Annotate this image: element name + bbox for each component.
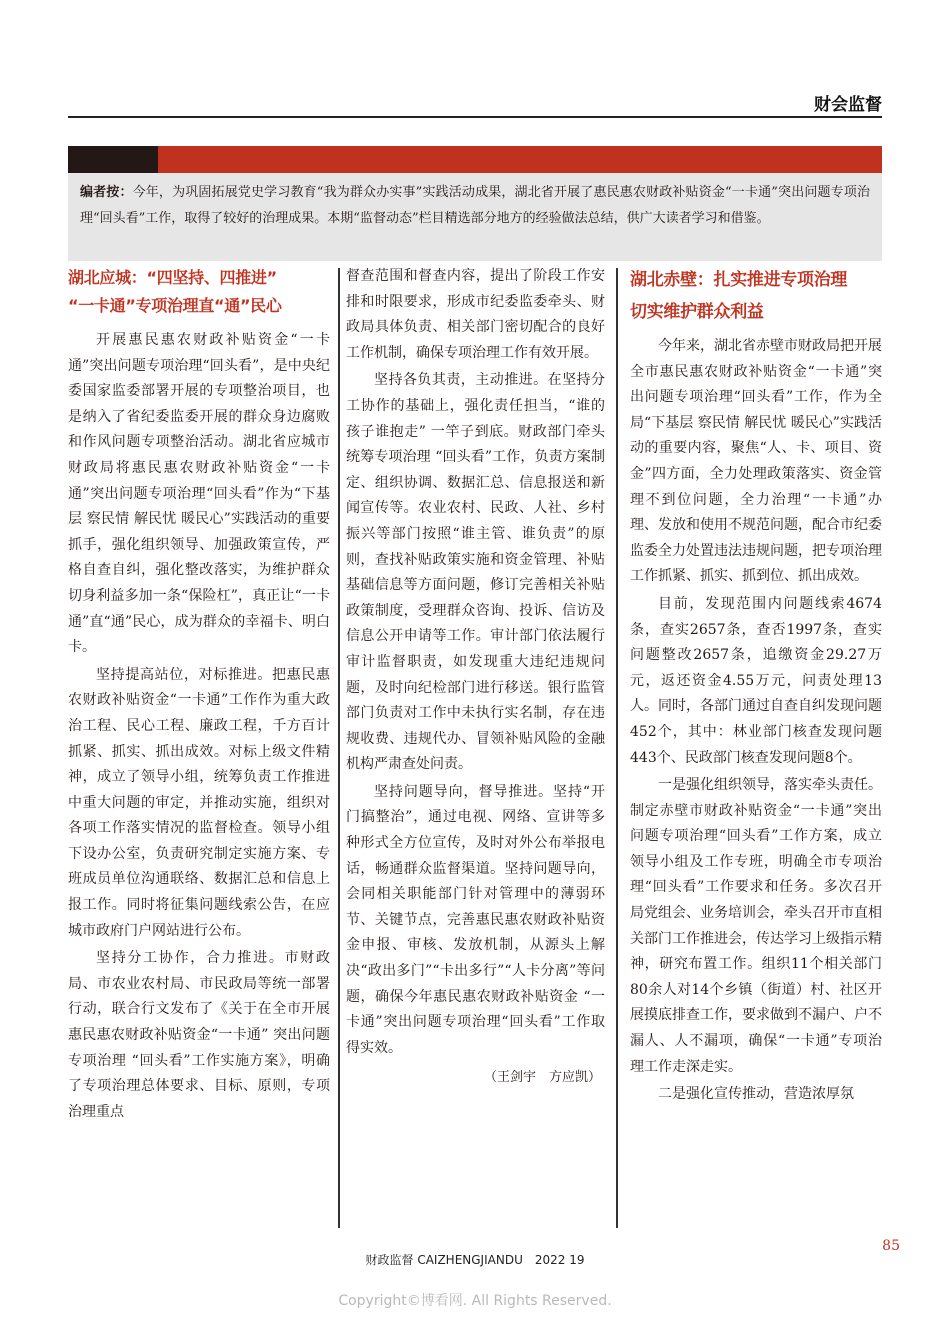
article1-paragraph: 坚持提高站位，对标推进。把惠民惠农财政补贴资金“一卡通”工作作为重大政治工程、民心工程、廉政工程，千方百计抓紧、抓实、抓出成效。对标上级文件精神，成立了领导小组，统筹负责工作推进中重大问题的审定，并推动实施，组织对各项工作落实情况的监督检查。领导小组下设办公室，负责研究制定实施方案、专班成员单位沟通联络、数据汇总和信息上报工作。同时将征集问题线索公告，在应城市政府门户网站进行公布。 — [68, 666, 330, 939]
top-rule — [68, 116, 882, 118]
article2-title — [630, 264, 882, 328]
column-1 — [68, 264, 330, 1127]
column-3 — [630, 264, 882, 1110]
editor-note-label: 编者按： — [80, 185, 133, 200]
color-band — [68, 146, 882, 173]
column-2 — [346, 264, 605, 1093]
article1-author: （王剑宇 方应凯） — [483, 1070, 601, 1086]
article2-paragraph: 目前，发现范围内问题线索4674条，查实2657条，查否1997条，查实问题整改2657条，追缴资金29.27万元，返还资金4.55万元，问责处理13人。同时，各部门通过自查自纠发现问题452个，其中：林业部门核查发现问题443个、民政部门核查发现问题8个。 — [630, 595, 882, 766]
column-divider-1 — [338, 268, 340, 1228]
article2-title-line1: 湖北赤壁：扎实推进专项治理 — [630, 270, 848, 290]
article1-paragraph-continued: 督查范围和督查内容，提出了阶段工作安排和时限要求，形成市纪委监委牵头、财政局具体负责、相关部门密切配合的良好工作机制，确保专项治理工作有效开展。 — [346, 268, 605, 361]
article1-title-line1: 湖北应城：“四坚持、四推进” — [68, 268, 277, 287]
band-red-block — [158, 146, 882, 173]
page-number: 85 — [882, 1238, 900, 1254]
article2-paragraph: 一是强化组织领导，落实牵头责任。制定赤壁市财政补贴资金“一卡通”突出问题专项治理“回头看”工作方案，成立领导小组及工作专班，明确全市专项治理“回头看”工作要求和任务。多次召开局党组会、业务培训会，牵头召开市直相关部门工作推进会，传达学习上级指示精神，研究布置工作。组织11个相关部门80余人对14个乡镇（街道）村、社区开展摸底排查工作，要求做到不漏户、户不漏人、人不漏项，确保“一卡通”专项治理工作走深走实。 — [630, 777, 882, 1075]
copyright-watermark: Copyright©博看网. All Rights Reserved. — [338, 1293, 612, 1309]
article1-paragraph: 坚持分工协作，合力推进。市财政局、市农业农村局、市民政局等统一部署行动，联合行文发布了《关于在全市开展惠民惠农财政补贴资金“一卡通” 突出问题专项治理 “回头看”工作实施方案》，明确了专项治理总体要求、目标、原则，专项治理重点 — [68, 950, 330, 1120]
journal-footer: 财政监督 CAIZHENGJIANDU 2022 19 — [365, 1253, 585, 1267]
article1-title-line2: “一卡通”专项治理直“通”民心 — [68, 296, 282, 315]
article1-paragraph: 开展惠民惠农财政补贴资金“一卡通”突出问题专项治理“回头看”，是中央纪委国家监委部署开展的专项整治项目，也是纳入了省纪委监委开展的群众身边腐败和作风问题专项整治活动。湖北省应城市财政局将惠民惠农财政补贴资金“一卡通”突出问题专项治理“回头看”作为“下基层 察民情 解民忧 暖民心”实践活动的重要抓手，强化组织领导、加强政策宣传，严格自查自纠，强化整改落实，为维护群众切身利益多加一条“保险杠”，真正让“一卡通”直“通”民心，成为群众的幸福卡、明白卡。 — [68, 332, 330, 656]
band-dark-block — [68, 146, 158, 173]
article2-paragraph: 今年来，湖北省赤壁市财政局把开展全市惠民惠农财政补贴资金“一卡通”突出问题专项治理“回头看”工作，作为全局“下基层 察民情 解民忧 暖民心”实践活动的重要内容，聚焦“人、卡、项目、资金”四方面，全力处理政策落实、资金管理不到位问题，全力治理“一卡通”办理、发放和使用不规范问题，配合市纪委监委全力处置违法违规问题，把专项治理工作抓紧、抓实、抓到位、抓出成效。 — [630, 338, 882, 585]
article2-paragraph: 二是强化宣传推动，营造浓厚氛 — [658, 1086, 854, 1103]
article1-paragraph: 坚持各负其责，主动推进。在坚持分工协作的基础上，强化责任担当，“谁的孩子谁抱走” 一竿子到底。财政部门牵头统筹专项治理 “回头看”工作，负责方案制定、组织协调、数据汇总、信息报送和新闻宣传等。农业农村、民政、人社、乡村振兴等部门按照“谁主管、谁负责”的原则，查找补贴政策实施和资金管理、补贴基础信息等方面问题，修订完善相关补贴政策制度，受理群众咨询、投诉、信访及信息公开申请等工作。审计部门依法履行审计监督职责，如发现重大违纪违规问题，及时向纪检部门进行移送。银行监管部门负责对工作中未执行实名制，存在违规收费、违规代办、冒领补贴风险的金融机构严肃查处问责。 — [346, 372, 605, 773]
article1-paragraph: 坚持问题导向，督导推进。坚持“开门搞整治”，通过电视、网络、宣讲等多种形式全方位宣传，及时对外公布举报电话，畅通群众监督渠道。坚持问题导向，会同相关职能部门针对管理中的薄弱环节、关键节点，完善惠民惠农财政补贴资金申报、审核、发放机制，从源头上解决“政出多门”“卡出多行”“人卡分离”等问题，确保今年惠民惠农财政补贴资金 “一卡通”突出问题专项治理“回头看”工作取得实效。 — [346, 783, 605, 1056]
editor-note-text: 今年，为巩固拓展党史学习教育“我为群众办实事”实践活动成果，湖北省开展了惠民惠农财政补贴资金“一卡通”突出问题专项治理“回头看”工作，取得了较好的治理成果。本期“监督动态”栏目精选部分地方的经验做法总结，供广大读者学习和借鉴。 — [80, 185, 870, 226]
section-label: 财会监督 — [814, 95, 882, 115]
article1-title — [68, 264, 330, 320]
column-divider-2 — [616, 268, 618, 1228]
editor-note — [68, 173, 882, 261]
article2-title-line2: 切实维护群众利益 — [630, 302, 764, 322]
